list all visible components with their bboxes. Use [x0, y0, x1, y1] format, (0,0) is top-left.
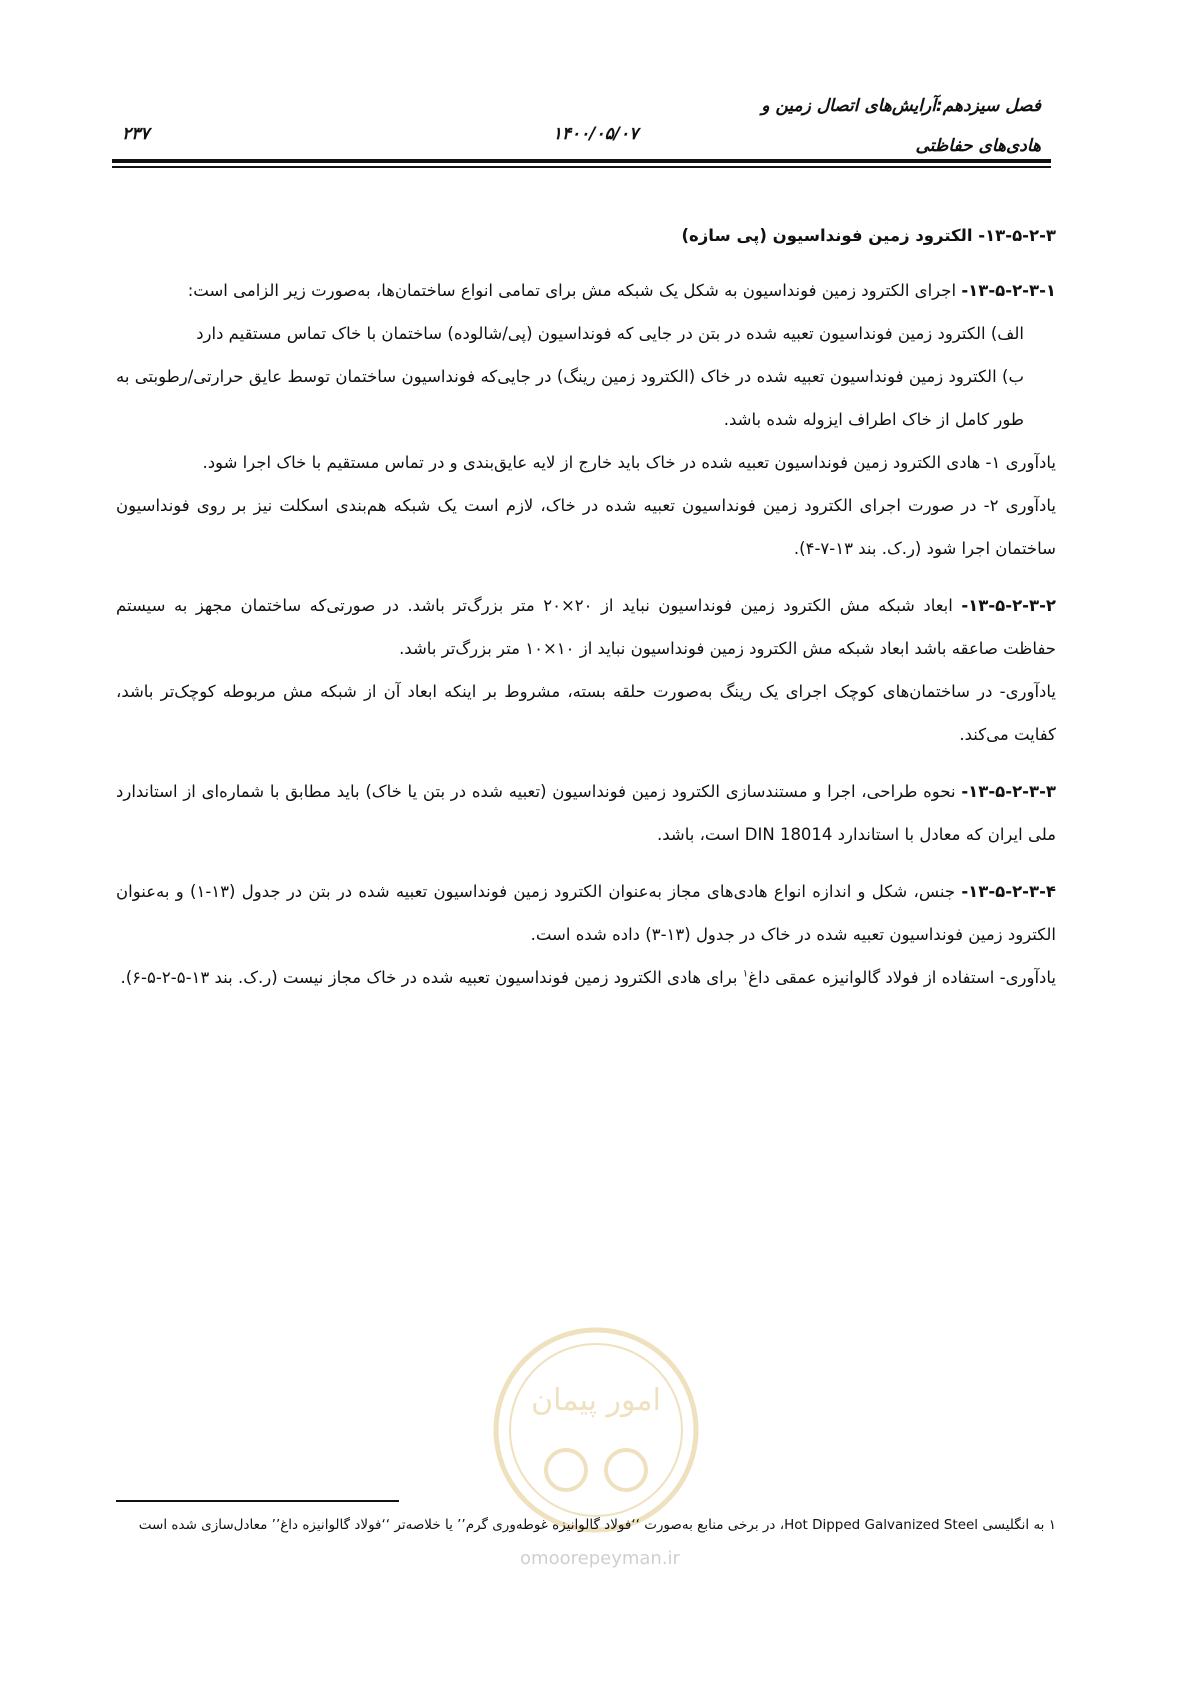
item-a: الف) الکترود زمین فونداسیون تعبیه شده در بتن در جایی که فونداسیون (پی/شالوده) ساختمان با خاک تماس مستقیم دارد — [196, 324, 1024, 343]
page-number: ۲۳۷ — [122, 124, 150, 144]
clause-1 — [116, 269, 1056, 312]
header-date: ۱۴۰۰/۰۵/۰۷ — [552, 124, 639, 144]
note-3: یادآوری- در ساختمان‌های کوچک اجرای یک رینگ به‌صورت حلقه بسته، مشروط بر اینکه ابعاد آن از شبکه مش مربوطه کوچک‌تر باشد، کفایت می‌کند. — [116, 682, 1056, 744]
clause-2-text: ابعاد شبکه مش الکترود زمین فونداسیون نباید از ۲۰×۲۰ متر بزرگ‌تر باشد. در صورتی‌که ساختمان مجهز به سیستم حفاظت صاعقه باشد ابعاد شبکه مش الکترود زمین فونداسیون نباید از ۱۰×۱۰ متر بزرگ‌تر باشد. — [116, 596, 1056, 658]
note-4-text: یادآوری- استفاده از فولاد گالوانیزه عمقی داغ — [748, 968, 1056, 987]
clause-1-text: اجرای الکترود زمین فونداسیون به شکل یک شبکه مش برای تمامی انواع ساختمان‌ها، به‌صورت زیر الزامی است: — [187, 281, 962, 300]
footnote-rule — [116, 1500, 399, 1502]
clause-3-number: ۱۳-۵-۲-۳-۳- — [961, 782, 1056, 801]
footnote-ref[interactable]: ۱ — [742, 968, 749, 980]
header-rule-thin — [112, 166, 1051, 168]
gear-icon — [546, 1450, 586, 1490]
note-4 — [116, 956, 1056, 999]
watermark-ring — [496, 1330, 696, 1530]
watermark-logo-text: امور پیمان — [531, 1383, 661, 1418]
note-4-text-end: برای هادی الکترود زمین فونداسیون تعبیه شده در خاک مجاز نیست (ر.ک. بند ۱۳-۵-۲-۵-۶). — [120, 968, 743, 987]
clause-4 — [116, 870, 1056, 956]
footnote-text: ۱ به انگلیسی Hot Dipped Galvanized Steel، در برخی منابع به‌صورت ‘‘فولاد گالوانیزه غوطه‌وری گرم’’ یا خلاصه‌تر ‘‘فولاد گالوانیزه داغ’’ معادل‌سازی شده است — [138, 1517, 1056, 1533]
item-b: ب) الکترود زمین فونداسیون تعبیه شده در خاک (الکترود زمین رینگ) در جایی‌که فونداسیون ساختمان توسط عایق حرارتی/رطوبتی به طور کامل از خاک اطراف ایزوله شده باشد. — [116, 367, 1024, 429]
clause-3 — [116, 770, 1056, 856]
body-text — [116, 214, 1056, 999]
watermark-inner-ring — [510, 1344, 682, 1516]
section-heading: ۱۳-۵-۲-۳- الکترود زمین فونداسیون (پی سازه) — [681, 226, 1056, 245]
clause-4-number: ۱۳-۵-۲-۳-۴- — [961, 882, 1056, 901]
watermark-site: omoorepeyman.ir — [520, 1548, 680, 1569]
clause-2 — [116, 584, 1056, 670]
clause-4-text: جنس، شکل و اندازه انواع هادی‌های مجاز به‌عنوان الکترود زمین فونداسیون تعبیه شده در بتن در جدول (۱۳-۱) و به‌عنوان الکترود زمین فونداسیون تعبیه شده در خاک در جدول (۱۳-۳) داده شده است. — [116, 882, 1056, 944]
gear-icon-2 — [606, 1450, 646, 1490]
footnote — [116, 1510, 1056, 1540]
header-rule-thick — [112, 159, 1051, 163]
chapter-title-line2: هادی‌های حفاظتی — [915, 136, 1041, 156]
chapter-title-line1: فصل سیزدهم:آرایش‌های اتصال زمین و — [761, 96, 1041, 116]
watermark-logo — [486, 1320, 706, 1540]
clause-3-text: نحوه طراحی، اجرا و مستندسازی الکترود زمین فونداسیون (تعبیه شده در بتن یا خاک) باید مطابق با شماره‌ای از استاندارد ملی ایران که معادل با استاندارد DIN 18014 است، باشد. — [116, 782, 1056, 844]
clause-1-number: ۱۳-۵-۲-۳-۱- — [961, 281, 1056, 300]
clause-2-number: ۱۳-۵-۲-۳-۲- — [961, 596, 1056, 615]
note-1: یادآوری ۱- هادی الکترود زمین فونداسیون تعبیه شده در خاک باید خارج از لایه عایق‌بندی و در تماس مستقیم با خاک اجرا شود. — [202, 453, 1056, 472]
note-2: یادآوری ۲- در صورت اجرای الکترود زمین فونداسیون تعبیه شده در خاک، لازم است یک شبکه هم‌بندی اسکلت نیز بر روی فونداسیون ساختمان اجرا شود (ر.ک. بند ۱۳-۷-۴). — [116, 496, 1056, 558]
